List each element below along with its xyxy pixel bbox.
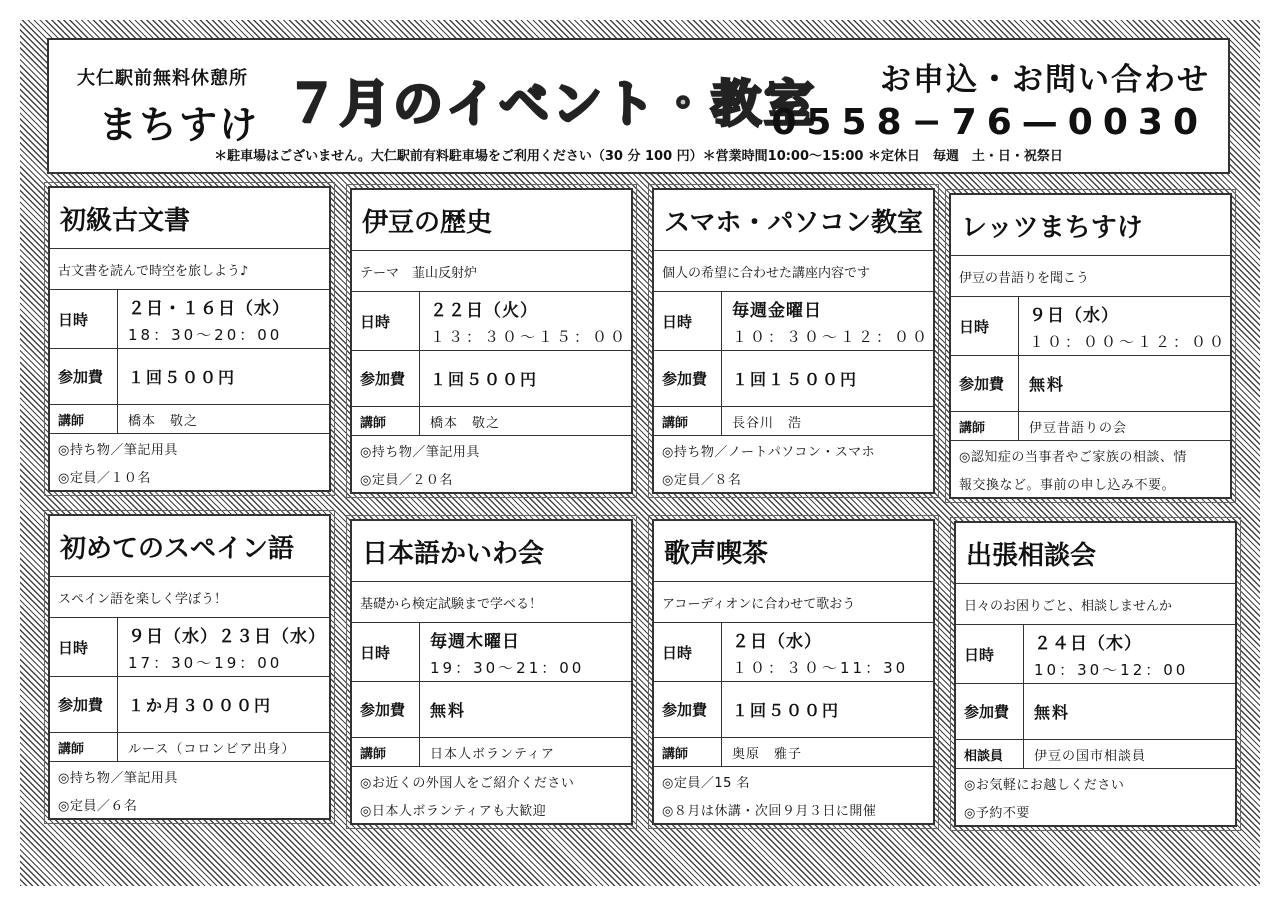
event-date: ２日（水） bbox=[732, 631, 822, 652]
instructor-row bbox=[352, 738, 631, 767]
event-time: 19：30〜21：00 bbox=[430, 658, 585, 677]
event-time: 18：30〜20：00 bbox=[128, 325, 283, 344]
instructor-row bbox=[50, 405, 329, 434]
datetime-row bbox=[50, 290, 329, 349]
fee-label: 参加費 bbox=[50, 677, 118, 732]
card-note: ◎日本人ボランティアも大歓迎 bbox=[360, 803, 547, 819]
datetime-row bbox=[654, 623, 933, 682]
fee-row bbox=[352, 351, 631, 407]
datetime-label: 日時 bbox=[951, 297, 1019, 355]
card-note: ◎定員／15 名 bbox=[662, 775, 751, 791]
contact-label: お申込・お問い合わせ bbox=[880, 62, 1210, 98]
fee-row bbox=[352, 682, 631, 738]
fee-label: 参加費 bbox=[654, 682, 722, 737]
card-note: ◎予約不要 bbox=[964, 805, 1030, 821]
card-note: ◎定員／２０名 bbox=[360, 472, 453, 488]
event-card bbox=[652, 188, 935, 494]
instructor-label: 講師 bbox=[654, 407, 722, 435]
event-title: レッツまちすけ bbox=[951, 195, 1230, 256]
event-card bbox=[350, 519, 633, 825]
event-subtitle: テーマ 韮山反射炉 bbox=[352, 251, 631, 292]
fee-value: 無料 bbox=[1029, 375, 1066, 394]
fee-row bbox=[956, 684, 1235, 740]
card-note: ◎認知症の当事者やご家族の相談、情 bbox=[959, 449, 1187, 465]
instructor-label: 講師 bbox=[654, 738, 722, 766]
event-date: ２日・１６日（水） bbox=[128, 298, 290, 319]
datetime-label: 日時 bbox=[654, 623, 722, 681]
datetime-label: 日時 bbox=[50, 290, 118, 348]
fee-label: 参加費 bbox=[50, 349, 118, 404]
event-title: 初級古文書 bbox=[50, 188, 329, 249]
instructor-value: 長谷川 浩 bbox=[732, 415, 803, 431]
event-card bbox=[350, 188, 633, 494]
card-note: ◎持ち物／筆記用具 bbox=[58, 442, 178, 458]
instructor-value: 橋本 敬之 bbox=[128, 413, 199, 429]
instructor-label: 講師 bbox=[352, 407, 420, 435]
event-card bbox=[652, 519, 935, 825]
instructor-value: 日本人ボランティア bbox=[430, 746, 555, 762]
event-time: １０：３０〜１２：００ bbox=[732, 327, 931, 346]
instructor-label: 講師 bbox=[951, 412, 1019, 440]
fee-row bbox=[654, 682, 933, 738]
instructor-label: 講師 bbox=[50, 733, 118, 761]
card-note: 報交換など。事前の申し込み不要。 bbox=[959, 477, 1176, 493]
instructor-row bbox=[951, 412, 1230, 441]
fee-row bbox=[654, 351, 933, 407]
fee-value: １回１５００円 bbox=[732, 370, 859, 389]
event-card bbox=[48, 186, 331, 492]
card-note: ◎８月は休講・次回９月３日に開催 bbox=[662, 803, 877, 819]
instructor-value: ルース（コロンビア出身） bbox=[128, 741, 296, 757]
instructor-row bbox=[352, 407, 631, 436]
card-note: ◎持ち物／筆記用具 bbox=[360, 444, 480, 460]
datetime-row bbox=[352, 292, 631, 351]
event-subtitle: 個人の希望に合わせた講座内容です bbox=[654, 251, 933, 292]
fee-value: １か月３０００円 bbox=[128, 696, 273, 715]
card-note: ◎持ち物／ノートパソコン・スマホ bbox=[662, 444, 876, 460]
event-card bbox=[949, 193, 1232, 499]
instructor-row bbox=[50, 733, 329, 762]
event-date: ２４日（木） bbox=[1034, 633, 1142, 654]
fee-label: 参加費 bbox=[352, 682, 420, 737]
venue-name: 大仁駅前無料休憩所 bbox=[77, 68, 248, 89]
instructor-row bbox=[956, 740, 1235, 769]
event-date: ９日（水）２３日（水） bbox=[128, 626, 326, 647]
card-note: ◎お気軽にお越しください bbox=[964, 777, 1125, 793]
fee-value: １回５００円 bbox=[732, 701, 841, 720]
event-date: 毎週金曜日 bbox=[732, 300, 822, 321]
datetime-label: 日時 bbox=[50, 618, 118, 676]
instructor-value: 奥原 雅子 bbox=[732, 746, 803, 762]
card-note: ◎持ち物／筆記用具 bbox=[58, 770, 178, 786]
fee-value: 無料 bbox=[1034, 703, 1071, 722]
event-title: 伊豆の歴史 bbox=[352, 190, 631, 251]
event-date: ２２日（火） bbox=[430, 300, 538, 321]
event-date: ９日（水） bbox=[1029, 305, 1119, 326]
instructor-value: 橋本 敬之 bbox=[430, 415, 501, 431]
event-card bbox=[48, 514, 331, 820]
instructor-value: 伊豆の国市相談員 bbox=[1034, 748, 1147, 764]
instructor-label: 相談員 bbox=[956, 740, 1024, 768]
event-title: スマホ・パソコン教室 bbox=[654, 190, 933, 251]
event-time: １０：００〜１２：００ bbox=[1029, 332, 1228, 351]
event-time: 17：30〜19：00 bbox=[128, 653, 283, 672]
event-subtitle: 古文書を読んで時空を旅しよう♪ bbox=[50, 249, 329, 290]
event-title: 出張相談会 bbox=[956, 523, 1235, 584]
fee-value: １回５００円 bbox=[128, 368, 237, 387]
card-note: ◎お近くの外国人をご紹介ください bbox=[360, 775, 575, 791]
datetime-row bbox=[352, 623, 631, 682]
datetime-row bbox=[50, 618, 329, 677]
event-card bbox=[954, 521, 1237, 827]
instructor-value: 伊豆昔語りの会 bbox=[1029, 420, 1128, 436]
datetime-row bbox=[654, 292, 933, 351]
card-note: ◎定員／６名 bbox=[58, 798, 138, 814]
event-date: 毎週木曜日 bbox=[430, 631, 520, 652]
datetime-label: 日時 bbox=[352, 292, 420, 350]
fee-label: 参加費 bbox=[352, 351, 420, 406]
fee-row bbox=[50, 349, 329, 405]
fee-label: 参加費 bbox=[956, 684, 1024, 739]
event-subtitle: 基礎から検定試験まで学べる！ bbox=[352, 582, 631, 623]
phone-number: 0558−76—0030 bbox=[771, 102, 1208, 143]
header-panel bbox=[47, 38, 1230, 174]
event-title: 歌声喫茶 bbox=[654, 521, 933, 582]
card-note: ◎定員／８名 bbox=[662, 472, 742, 488]
event-time: １３：３０〜１５：００ bbox=[430, 327, 629, 346]
instructor-row bbox=[654, 407, 933, 436]
event-subtitle: スペイン語を楽しく学ぼう！ bbox=[50, 577, 329, 618]
brand-name: まちすけ bbox=[99, 103, 260, 147]
event-subtitle: 日々のお困りごと、相談しませんか bbox=[956, 584, 1235, 625]
event-subtitle: アコーディオンに合わせて歌おう bbox=[654, 582, 933, 623]
instructor-label: 講師 bbox=[50, 405, 118, 433]
fee-label: 参加費 bbox=[654, 351, 722, 406]
notice-text: ＊駐車場はございません。大仁駅前有料駐車場をご利用ください（30 分 100 円）＊営業時間10:00〜15:00 ＊定休日 毎週 土・日・祝祭日 bbox=[214, 149, 1063, 164]
page-title: ７月のイベント・教室 bbox=[287, 75, 817, 133]
datetime-row bbox=[951, 297, 1230, 356]
event-title: 日本語かいわ会 bbox=[352, 521, 631, 582]
instructor-row bbox=[654, 738, 933, 767]
datetime-label: 日時 bbox=[654, 292, 722, 350]
event-time: １０：３０〜11：30 bbox=[732, 658, 909, 677]
fee-value: １回５００円 bbox=[430, 370, 539, 389]
fee-row bbox=[951, 356, 1230, 412]
datetime-row bbox=[956, 625, 1235, 684]
event-subtitle: 伊豆の昔語りを聞こう bbox=[951, 256, 1230, 297]
event-title: 初めてのスペイン語 bbox=[50, 516, 329, 577]
card-note: ◎定員／１０名 bbox=[58, 470, 151, 486]
fee-row bbox=[50, 677, 329, 733]
event-time: 10：30〜12：00 bbox=[1034, 660, 1189, 679]
fee-value: 無料 bbox=[430, 701, 467, 720]
datetime-label: 日時 bbox=[956, 625, 1024, 683]
fee-label: 参加費 bbox=[951, 356, 1019, 411]
datetime-label: 日時 bbox=[352, 623, 420, 681]
instructor-label: 講師 bbox=[352, 738, 420, 766]
